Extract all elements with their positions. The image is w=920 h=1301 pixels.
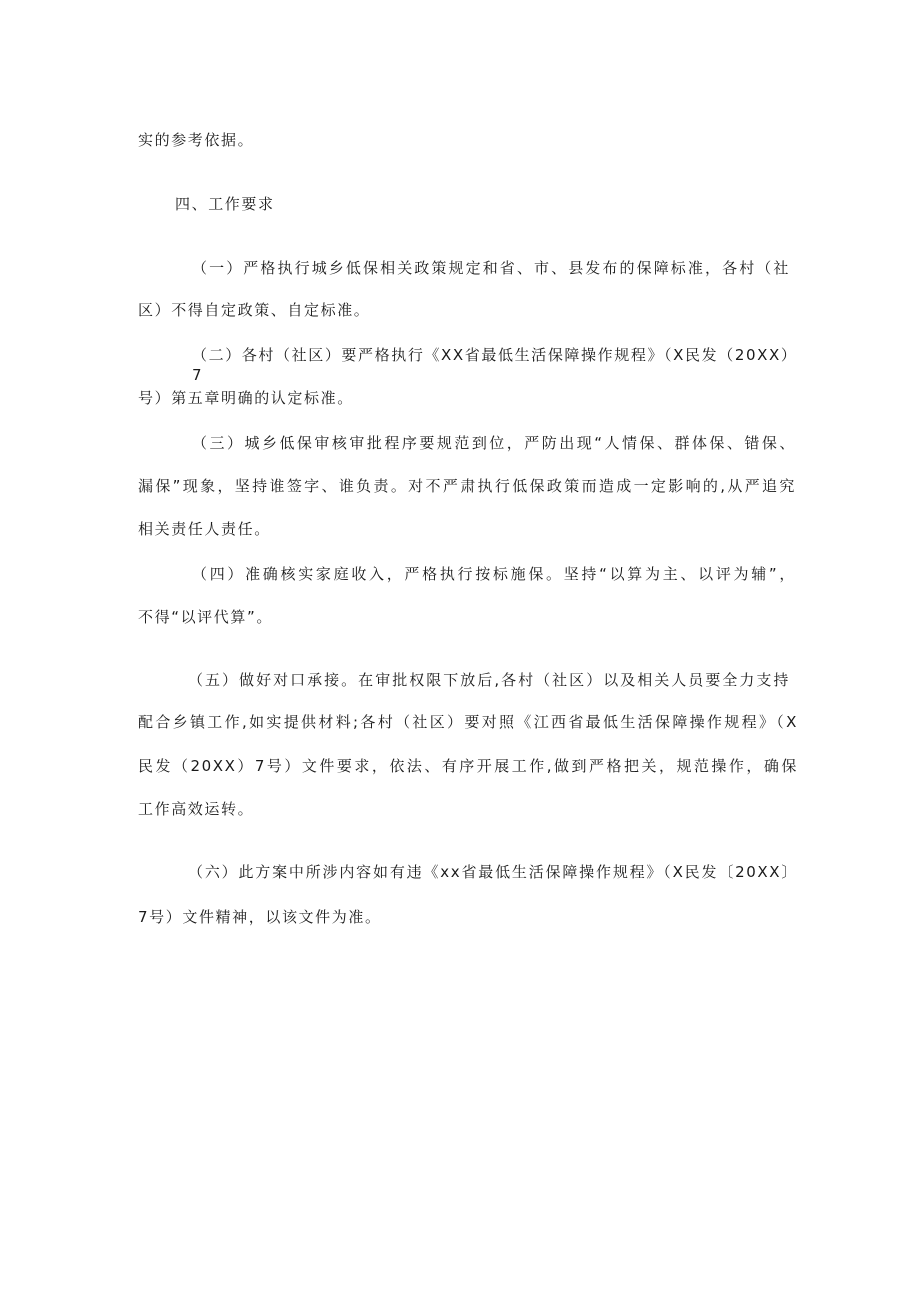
item-1-line-2: 区）不得自定政策、自定标准。 <box>138 301 371 319</box>
item-3-line-2: 漏保”现象，坚持谁签字、谁负责。对不严肃执行低保政策而造成一定影响的,从严追究 <box>138 477 796 495</box>
item-2-line-2: 号）第五章明确的认定标准。 <box>138 389 354 407</box>
item-6-line-2: 7号）文件精神，以该文件为准。 <box>138 908 382 926</box>
item-5-line-1: （五）做好对口承接。在审批权限下放后,各村（社区）以及相关人员要全力支持 <box>188 671 790 689</box>
item-5-line-4: 工作高效运转。 <box>138 800 255 818</box>
item-5-line-2: 配合乡镇工作,如实提供材料;各村（社区）要对照《江西省最低生活保障操作规程》（X <box>138 713 798 731</box>
section-heading: 四、工作要求 <box>175 195 275 213</box>
item-4-line-1: （四）准确核实家庭收入，严格执行按标施保。坚持“以算为主、以评为辅”， <box>192 565 796 583</box>
item-1-line-1: （一）严格执行城乡低保相关政策规定和省、市、县发布的保障标准，各村（社 <box>192 259 790 277</box>
item-3-line-1: （三）城乡低保审核审批程序要规范到位，严防出现“人情保、群体保、错保、 <box>192 434 796 452</box>
intro-tail-text: 实的参考依据。 <box>138 131 255 149</box>
item-3-line-3: 相关责任人责任。 <box>138 520 271 538</box>
item-4-line-2: 不得“以评代算”。 <box>138 608 273 626</box>
item-2-line-1: （二）各村（社区）要严格执行《XX省最低生活保障操作规程》（X民发（20XX）7 <box>192 346 790 384</box>
item-6-line-1: （六）此方案中所涉内容如有违《xx省最低生活保障操作规程》（X民发〔20XX〕 <box>188 863 798 881</box>
item-5-line-3: 民发（20XX）7号）文件要求，依法、有序开展工作,做到严格把关，规范操作，确保 <box>138 757 798 775</box>
